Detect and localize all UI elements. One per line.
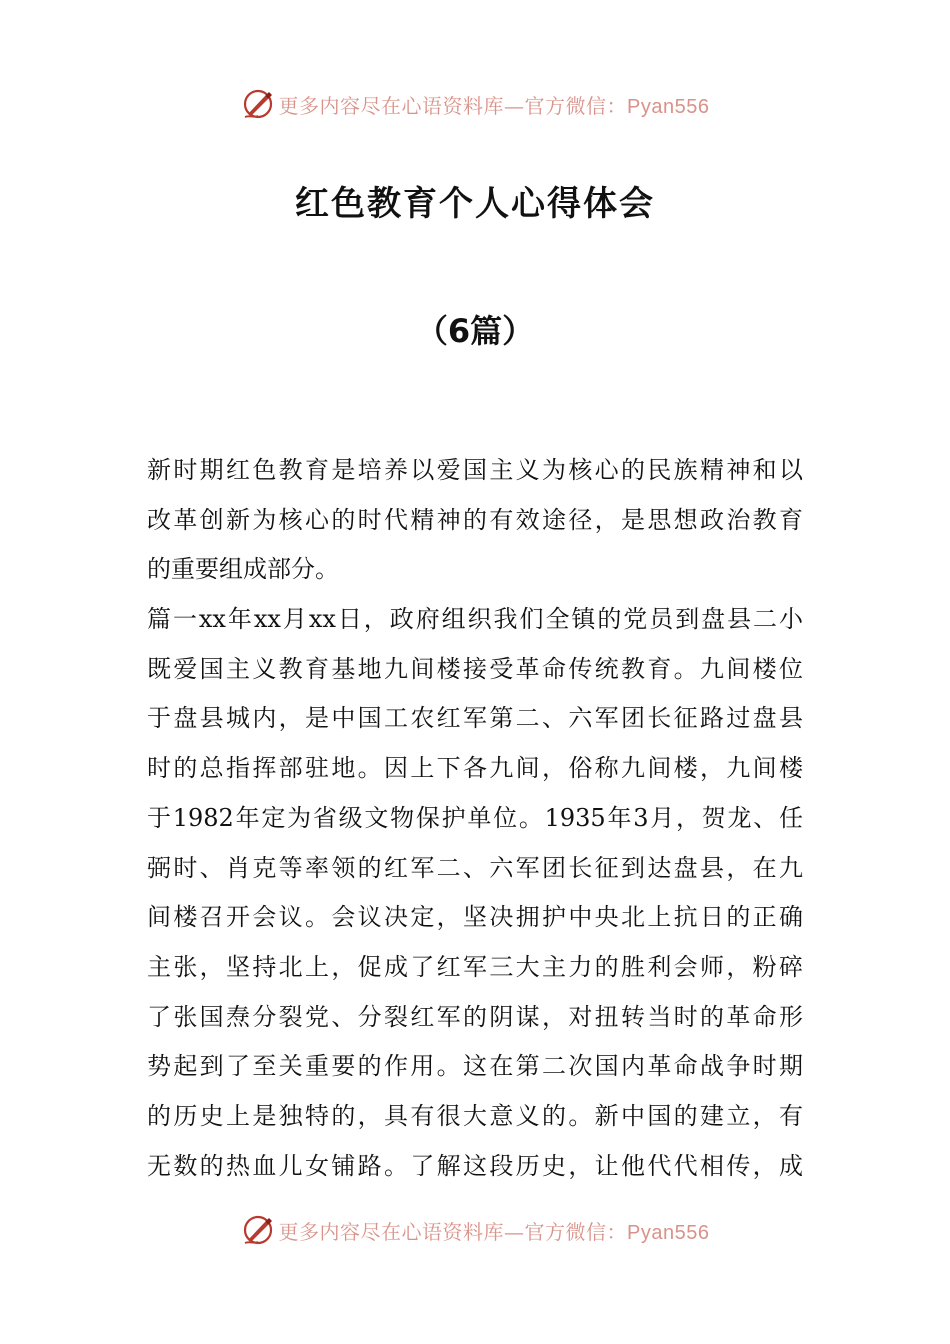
watermark-text	[279, 90, 710, 119]
footer-watermark	[0, 1210, 950, 1250]
body-line: 时的总指挥部驻地。因上下各九间，俗称九间楼，九间楼	[147, 754, 803, 783]
watermark-wechat-id: Pyan556	[627, 95, 710, 118]
header-watermark	[0, 84, 950, 124]
body-line: 于1982年定为省级文物保护单位。1935年3月，贺龙、任	[147, 803, 803, 832]
body-line: 了张国焘分裂党、分裂红军的阴谋，对扭转当时的革命形	[147, 1002, 803, 1031]
body-line: 无数的热血儿女铺路。了解这段历史，让他代代相传，成	[147, 1151, 803, 1180]
document-title: 红色教育个人心得体会	[295, 184, 655, 224]
body-line: 弼时、肖克等率领的红军二、六军团长征到达盘县，在九	[147, 853, 803, 882]
watermark-wechat-id: Pyan556	[627, 1221, 710, 1244]
body-line: 新时期红色教育是培养以爱国主义为核心的民族精神和以	[147, 456, 803, 484]
body-line: 于盘县城内，是中国工农红军第二、六军团长征路过盘县	[147, 704, 803, 733]
body-line: 的重要组成部分。	[147, 555, 339, 584]
watermark-text-cn: 更多内容尽在心语资料库—官方微信：	[278, 93, 628, 118]
body-line: 势起到了至关重要的作用。这在第二次国内革命战争时期	[147, 1052, 803, 1081]
body-line: 间楼召开会议。会议决定，坚决拥护中央北上抗日的正确	[147, 903, 803, 932]
pen-logo-icon	[241, 87, 275, 121]
document-subtitle: （6篇）	[415, 312, 535, 350]
body-line: 主张，坚持北上，促成了红军三大主力的胜利会师，粉碎	[147, 952, 803, 981]
document-body	[147, 446, 803, 1191]
body-line: 既爱国主义教育基地九间楼接受革命传统教育。九间楼位	[147, 654, 803, 683]
body-line: 改革创新为核心的时代精神的有效途径，是思想政治教育	[147, 505, 803, 534]
body-line: 的历史上是独特的，具有很大意义的。新中国的建立，有	[147, 1101, 803, 1130]
pen-logo-icon	[241, 1213, 275, 1247]
body-line: 篇一xx年xx月xx日，政府组织我们全镇的党员到盘县二小	[147, 605, 803, 634]
watermark-text	[279, 1216, 710, 1245]
watermark-text-cn: 更多内容尽在心语资料库—官方微信：	[278, 1219, 628, 1244]
